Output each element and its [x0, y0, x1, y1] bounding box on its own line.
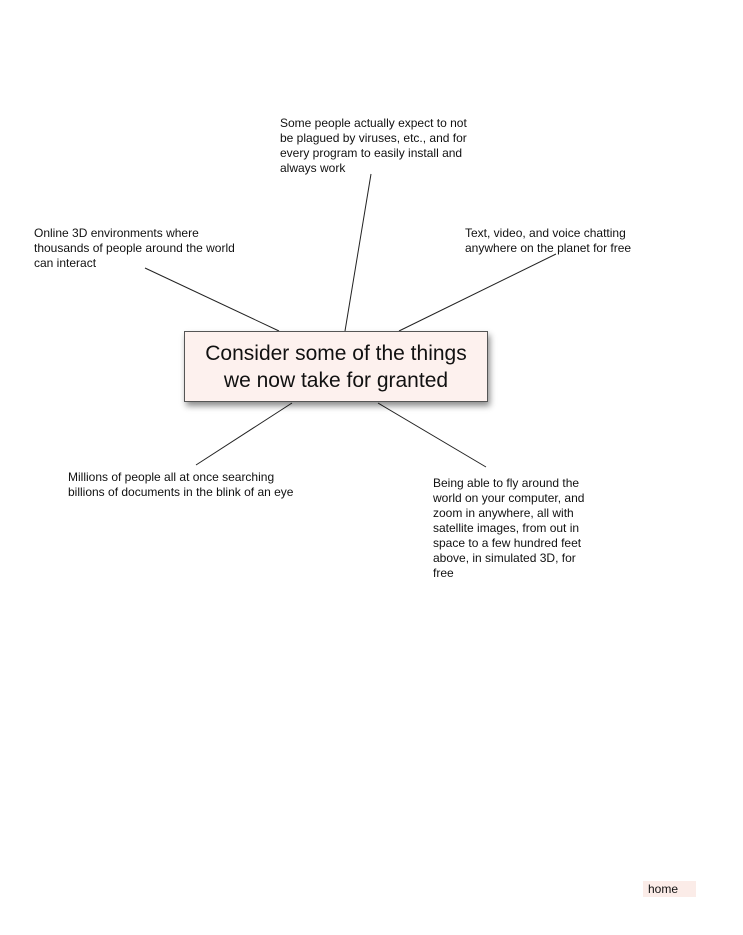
node-top: Some people actually expect to not be plagued by viruses, etc., and for every program to easily install and always work	[280, 116, 467, 175]
home-link[interactable]: home	[643, 881, 696, 897]
connector-upper-left	[145, 268, 279, 331]
node-lower-right: Being able to fly around the world on your computer, and zoom in anywhere, all with satellite images, from out in space to a few hundred feet above, in simulated 3D, for free	[433, 476, 585, 580]
connector-upper-right	[399, 254, 556, 331]
central-topic-label: Consider some of the things we now take for granted	[205, 341, 467, 392]
node-upper-right: Text, video, and voice chatting anywhere on the planet for free	[465, 226, 632, 255]
connector-lower-right	[378, 403, 486, 467]
connector-lower-left	[196, 403, 292, 465]
node-upper-left: Online 3D environments where thousands of people around the world can interact	[34, 226, 235, 270]
node-lower-left: Millions of people all at once searching billions of documents in the blink of an eye	[68, 470, 294, 499]
connector-top	[345, 174, 371, 331]
central-topic	[184, 331, 488, 402]
